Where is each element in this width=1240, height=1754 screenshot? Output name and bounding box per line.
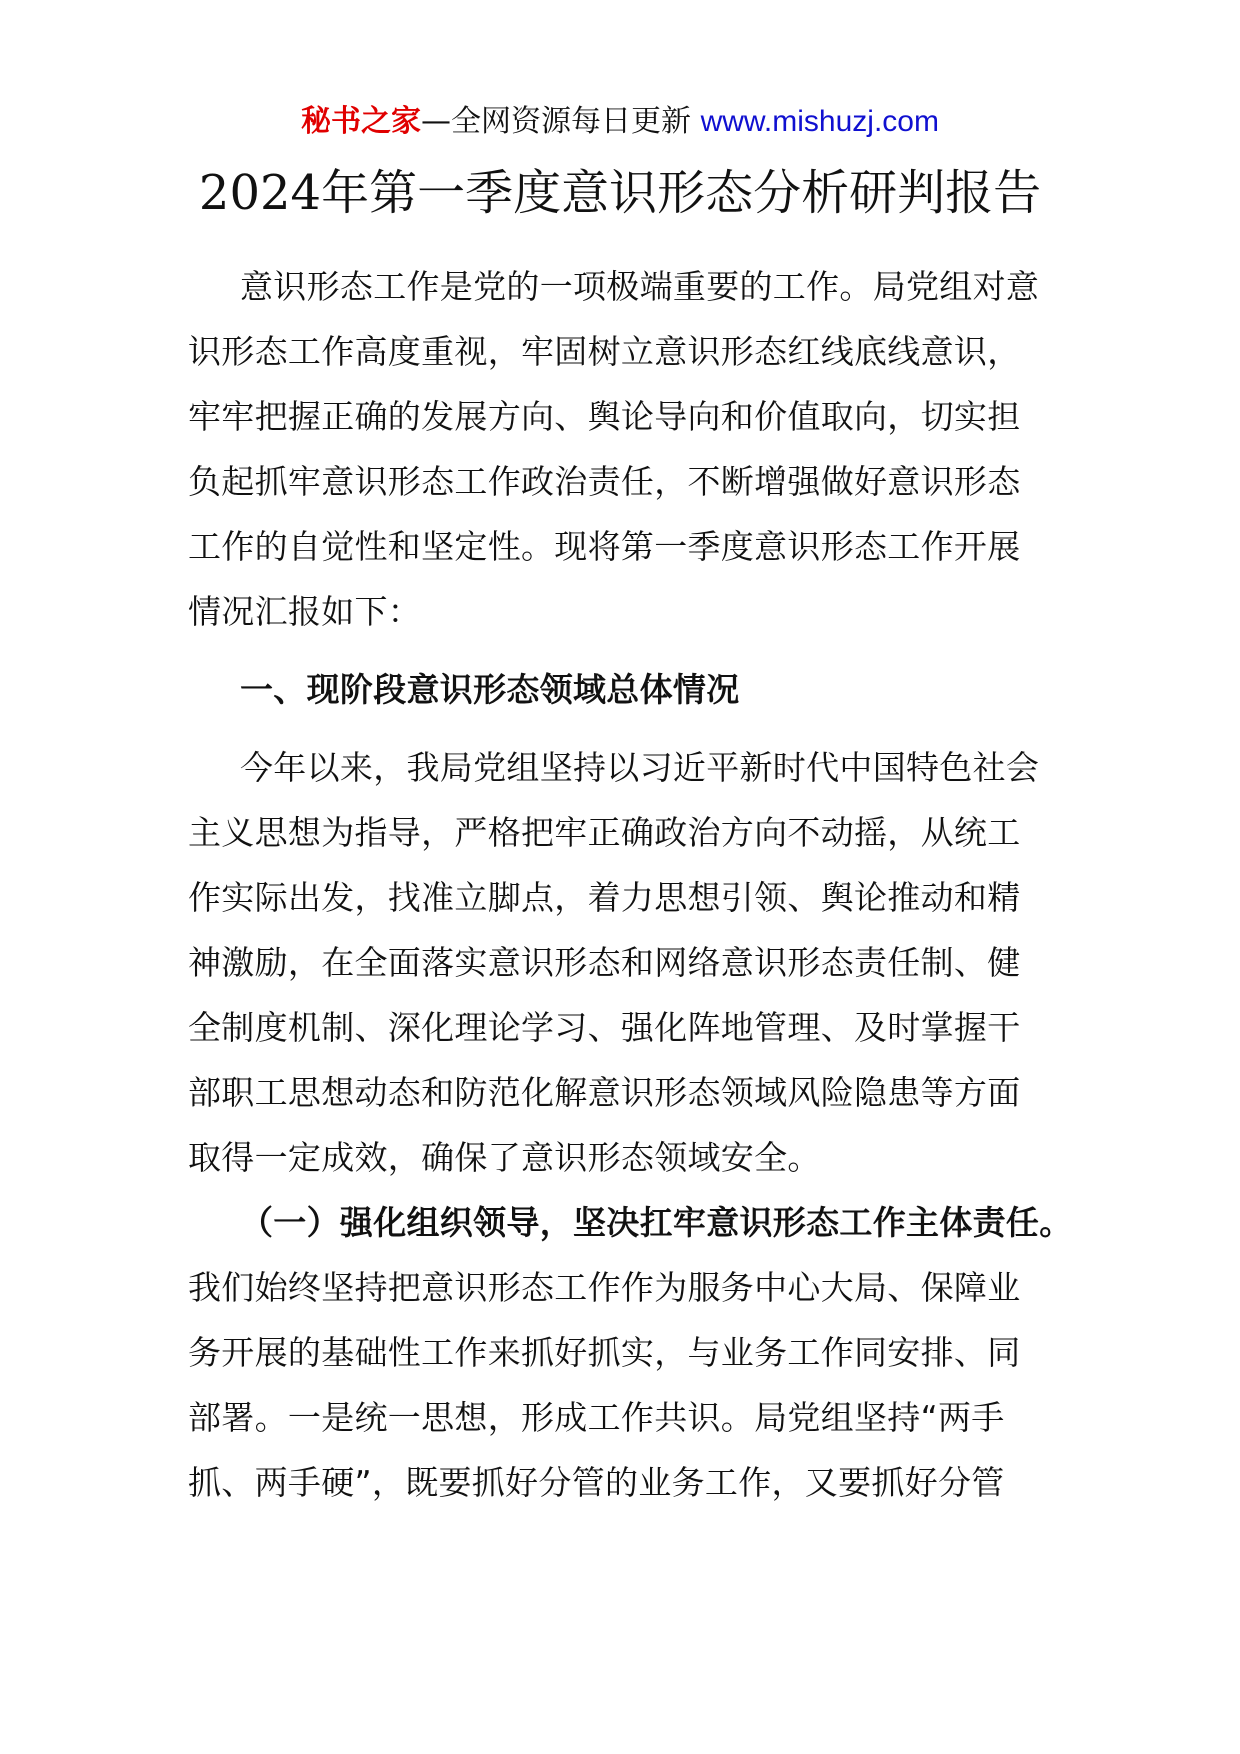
paragraph-line: 主义思想为指导，严格把牢正确政治方向不动摇，从统工	[188, 813, 1021, 852]
paragraph-line: 部署。一是统一思想，形成工作共识。局党组坚持“两手	[188, 1398, 1005, 1437]
subsection-heading: （一）强化组织领导，坚决扛牢意识形态工作主体责任。	[240, 1203, 1073, 1242]
paragraph-line: 情况汇报如下：	[188, 592, 422, 631]
paragraph-line: 我们始终坚持把意识形态工作作为服务中心大局、保障业	[188, 1268, 1021, 1307]
header-url-link[interactable]: www.mishuzj.com	[700, 105, 939, 138]
paragraph-line: 工作的自觉性和坚定性。现将第一季度意识形态工作开展	[188, 527, 1021, 566]
paragraph-line: 神激励，在全面落实意识形态和网络意识形态责任制、健	[188, 943, 1021, 982]
section-heading: 一、现阶段意识形态领域总体情况	[240, 670, 740, 709]
document-body	[188, 254, 1073, 1515]
paragraph-line: 今年以来，我局党组坚持以习近平新时代中国特色社会	[240, 748, 1040, 787]
paragraph-line: 意识形态工作是党的一项极端重要的工作。局党组对意	[240, 267, 1040, 306]
header-banner	[0, 100, 1240, 144]
paragraph-line: 牢牢把握正确的发展方向、舆论导向和价值取向，切实担	[188, 397, 1021, 436]
paragraph-line: 务开展的基础性工作来抓好抓实，与业务工作同安排、同	[188, 1333, 1021, 1372]
paragraph-line: 识形态工作高度重视，牢固树立意识形态红线底线意识，	[188, 332, 1021, 371]
paragraph-line: 负起抓牢意识形态工作政治责任，不断增强做好意识形态	[188, 462, 1021, 501]
paragraph-line: 全制度机制、深化理论学习、强化阵地管理、及时掌握干	[188, 1008, 1021, 1047]
paragraph-line: 部职工思想动态和防范化解意识形态领域风险隐患等方面	[188, 1073, 1021, 1112]
paragraph-line: 抓、两手硬”，既要抓好分管的业务工作，又要抓好分管	[188, 1463, 1005, 1502]
paragraph-line: 取得一定成效，确保了意识形态领域安全。	[188, 1138, 821, 1177]
header-tagline: —全网资源每日更新	[421, 104, 701, 139]
paragraph-line: 作实际出发，找准立脚点，着力思想引领、舆论推动和精	[188, 878, 1021, 917]
header-brand: 秘书之家	[301, 104, 422, 139]
document-title: 2024年第一季度意识形态分析研判报告	[198, 165, 1042, 221]
